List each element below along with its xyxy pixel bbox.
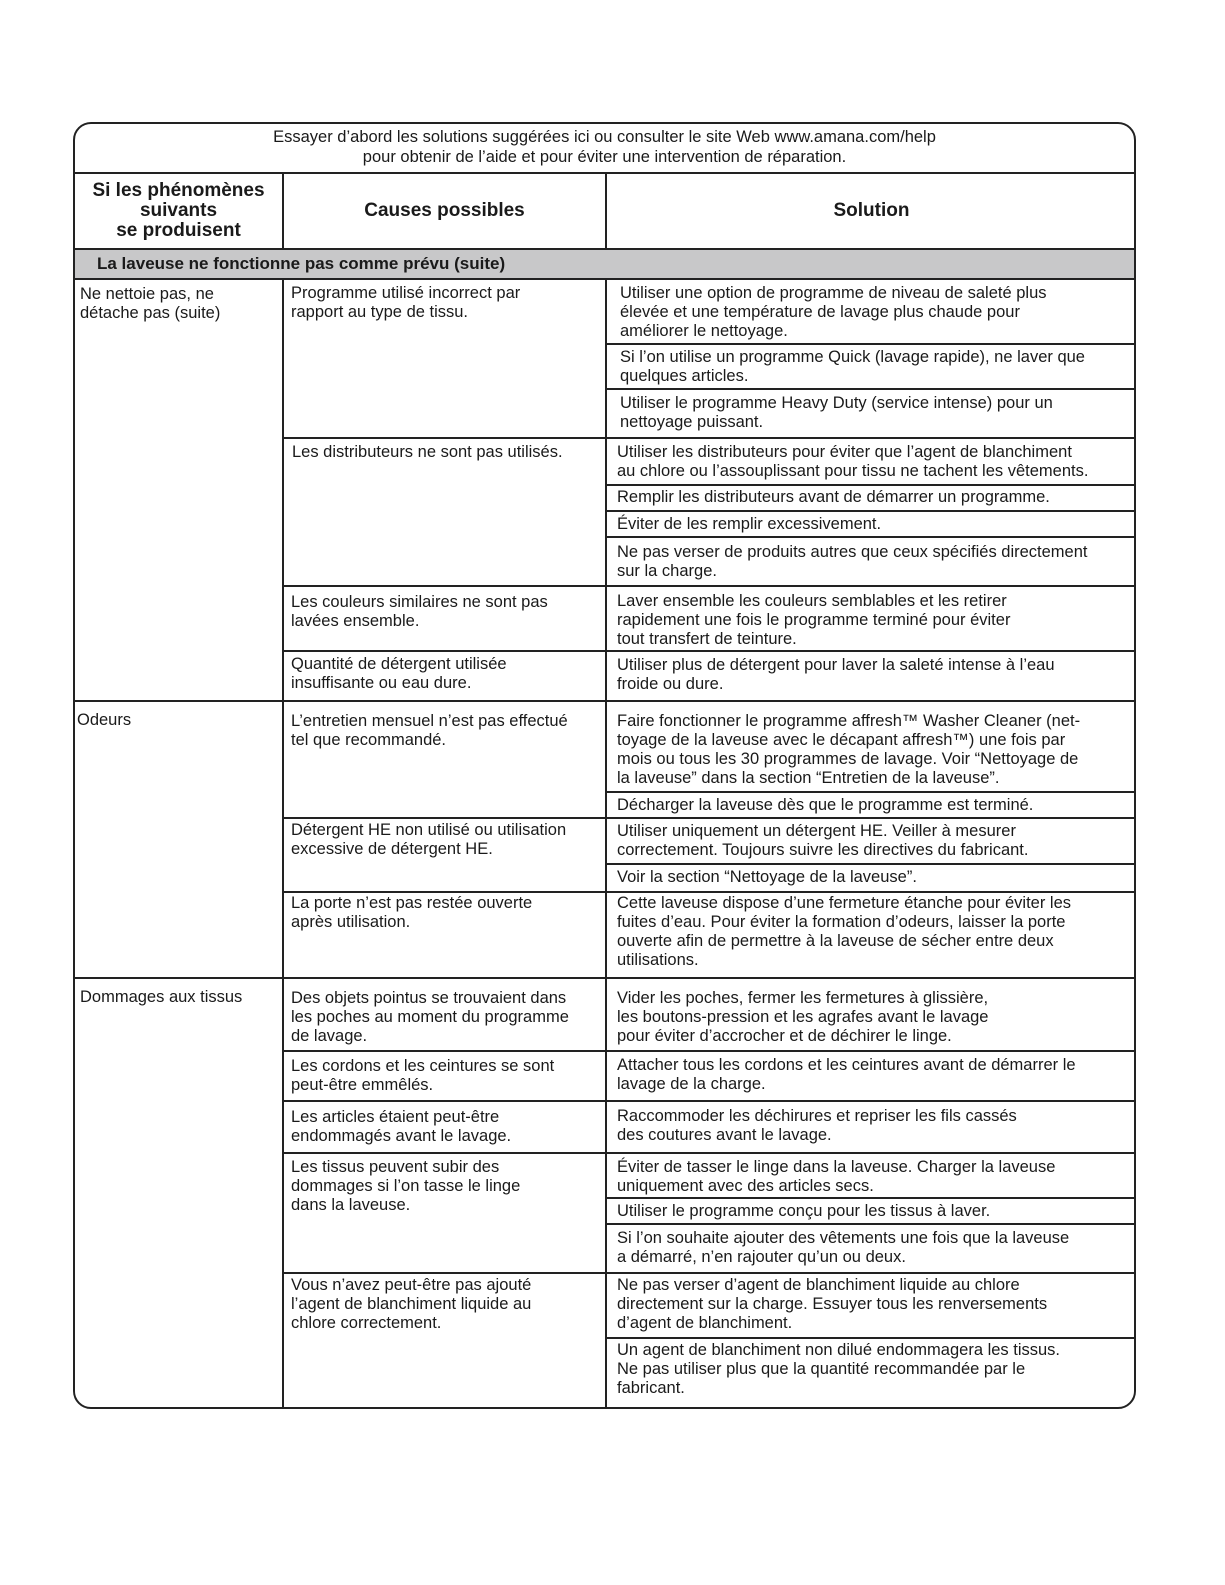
header-causes: Causes possibles [284,174,607,248]
solution-cell [617,443,1088,481]
solution-line: nettoyage puissant. [620,413,764,431]
cause-line: Les cordons et les ceintures se sont [291,1057,555,1075]
solution-divider [605,1197,1136,1199]
cause-line: lavées ensemble. [291,612,420,630]
solution-cell [617,712,1080,788]
cause-line: Des objets pointus se trouvaient dans [291,989,567,1007]
solution-line: Utiliser plus de détergent pour laver la saleté intense à l’eau [617,656,1055,674]
solution-cell [617,656,1055,694]
intro-note [75,124,1134,174]
solution-line: sur la charge. [617,562,717,580]
solution-line: correctement. Toujours suivre les directives du fabricant. [617,841,1029,859]
cause-cell [291,1276,531,1333]
cause-line: l’agent de blanchiment liquide au [291,1295,532,1313]
solution-line: Ne pas verser de produits autres que ceux spécifiés directement [617,543,1088,561]
problem-line: Dommages aux tissus [80,988,243,1006]
cause-cell [292,443,563,462]
solution-line: améliorer le nettoyage. [620,322,788,340]
solution-divider [605,388,1136,390]
solution-line: mois ou tous les 30 programmes de lavage. Voir “Nettoyage de [617,750,1079,768]
solution-line: élevée et une température de lavage plus chaude pour [620,303,1020,321]
solution-line: directement sur la charge. Essuyer tous les renversements [617,1295,1048,1313]
cause-line: Vous n’avez peut-être pas ajouté [291,1276,532,1294]
cause-line: La porte n’est pas restée ouverte [291,894,533,912]
solution-line: Vider les poches, fermer les fermetures à glissière, [617,989,989,1007]
header-problem-line: Si les phénomènes [92,180,265,201]
cause-line: L’entretien mensuel n’est pas effectué [291,712,568,730]
solution-divider [605,343,1136,345]
solution-line: des coutures avant le lavage. [617,1126,832,1144]
solution-line: Ne pas utiliser plus que la quantité recommandée par le [617,1360,1026,1378]
solution-cell [617,1229,1069,1267]
cause-line: endommagés avant le lavage. [291,1127,512,1145]
solution-cell [617,1341,1060,1398]
cause-cell [291,655,507,693]
group-divider [75,977,1134,979]
cause-line: peut-être emmêlés. [291,1076,434,1094]
cause-divider [282,1100,1136,1102]
troubleshooting-table [73,122,1136,1409]
cause-line: les poches au moment du programme [291,1008,569,1026]
problem-cell [80,285,220,323]
cause-line: Les distributeurs ne sont pas utilisés. [292,443,563,461]
solution-cell [620,284,1047,341]
cause-cell [291,284,520,322]
cause-line: rapport au type de tissu. [291,303,469,321]
cause-line: Les articles étaient peut-être [291,1108,500,1126]
solution-line: Utiliser le programme conçu pour les tissus à laver. [617,1202,991,1220]
solution-line: Un agent de blanchiment non dilué endommagera les tissus. [617,1341,1061,1359]
solution-line: Remplir les distributeurs avant de démarrer un programme. [617,488,1050,506]
cause-line: Détergent HE non utilisé ou utilisation [291,821,567,839]
solution-cell [617,515,881,534]
solution-line: pour éviter d’accrocher et de déchirer le linge. [617,1027,952,1045]
cause-line: chlore correctement. [291,1314,442,1332]
problem-line: Odeurs [77,711,132,729]
cause-divider [282,817,1136,819]
cause-line: dommages si l’on tasse le linge [291,1177,521,1195]
solution-divider [605,536,1136,538]
cause-divider [282,1050,1136,1052]
solution-cell [620,394,1053,432]
cause-line: insuffisante ou eau dure. [291,674,472,692]
solution-line: Laver ensemble les couleurs semblables et les retirer [617,592,1007,610]
solution-line: Décharger la laveuse dès que le programme est terminé. [617,796,1034,814]
solution-line: les boutons-pression et les agrafes avant le lavage [617,1008,989,1026]
solution-line: lavage de la charge. [617,1075,766,1093]
solution-line: fabricant. [617,1379,685,1397]
solution-line: quelques articles. [620,367,749,385]
solution-line: Attacher tous les cordons et les ceintures avant de démarrer le [617,1056,1076,1074]
solution-divider [605,863,1136,865]
problem-cell [80,988,242,1007]
cause-cell [291,1108,511,1146]
solution-divider [605,1337,1136,1339]
section-title: La laveuse ne fonctionne pas comme prévu (suite) [75,248,1134,280]
column-divider [282,280,284,1409]
cause-cell [291,712,568,750]
cause-cell [291,593,548,631]
solution-line: rapidement une fois le programme terminé pour éviter [617,611,1011,629]
cause-line: de lavage. [291,1027,368,1045]
intro-line-1: Essayer d’abord les solutions suggérées ici ou consulter le site Web www.amana.com/help [273,128,936,146]
solution-cell [617,543,1088,581]
solution-line: Ne pas verser d’agent de blanchiment liquide au chlore [617,1276,1020,1294]
solution-line: Si l’on souhaite ajouter des vêtements une fois que la laveuse [617,1229,1070,1247]
group-divider [75,700,1134,702]
solution-line: Si l’on utilise un programme Quick (lavage rapide), ne laver que [620,348,1085,366]
cause-line: tel que recommandé. [291,731,447,749]
solution-line: a démarré, n’en rajouter qu’un ou deux. [617,1248,906,1266]
solution-cell [620,348,1085,386]
solution-divider [605,510,1136,512]
solution-line: au chlore ou l’assouplissant pour tissu ne tachent les vêtements. [617,462,1089,480]
solution-line: Éviter de tasser le linge dans la laveuse. Charger la laveuse [617,1158,1056,1176]
solution-cell [617,1056,1076,1094]
cause-line: Programme utilisé incorrect par [291,284,521,302]
cause-cell [291,1158,520,1215]
cause-divider [282,1272,1136,1274]
cause-cell [291,894,532,932]
solution-cell [617,488,1050,507]
cause-divider [282,650,1136,652]
header-problem-line: suivants [139,200,218,221]
solution-line: Voir la section “Nettoyage de la laveuse”. [617,868,917,886]
cause-line: Les couleurs similaires ne sont pas [291,593,548,611]
solution-cell [617,1158,1055,1196]
cause-cell [291,1057,554,1095]
solution-line: froide ou dure. [617,675,724,693]
solution-line: Faire fonctionner le programme affresh™ Washer Cleaner (net- [617,712,1081,730]
solution-line: Utiliser le programme Heavy Duty (service intense) pour un [620,394,1053,412]
solution-cell [617,868,917,887]
solution-line: Cette laveuse dispose d’une fermeture étanche pour éviter les [617,894,1072,912]
solution-divider [605,1223,1136,1225]
solution-line: d’agent de blanchiment. [617,1314,793,1332]
solution-line: uniquement avec des articles secs. [617,1177,874,1195]
solution-line: utilisations. [617,951,699,969]
intro-line-2: pour obtenir de l’aide et pour éviter une intervention de réparation. [362,148,847,166]
cause-divider [282,1152,1136,1154]
header-problem-line: se produisent [116,220,241,241]
cause-line: après utilisation. [291,913,411,931]
solution-line: Utiliser les distributeurs pour éviter que l’agent de blanchiment [617,443,1072,461]
solution-cell [617,1202,990,1221]
cause-divider [282,585,1136,587]
cause-divider [282,437,1136,439]
header-solution: Solution [833,200,910,221]
cause-line: Quantité de détergent utilisée [291,655,507,673]
solution-line: tout transfert de teinture. [617,630,797,648]
solution-cell [617,989,988,1046]
solution-divider [605,484,1136,486]
solution-line: toyage de la laveuse avec le décapant affresh™) une fois par [617,731,1066,749]
solution-cell [617,894,1071,970]
solution-cell [617,1107,1017,1145]
problem-line: détache pas (suite) [80,304,221,322]
cause-line: Les tissus peuvent subir des [291,1158,500,1176]
column-divider [605,280,607,1409]
solution-line: Raccommoder les déchirures et repriser les fils cassés [617,1107,1017,1125]
solution-cell [617,592,1010,649]
solution-line: ouverte afin de permettre à la laveuse de sécher entre deux [617,932,1054,950]
cause-cell [291,989,569,1046]
solution-line: la laveuse” dans la section “Entretien de la laveuse”. [617,769,1000,787]
cause-cell [291,821,566,859]
solution-divider [605,791,1136,793]
solution-line: Éviter de les remplir excessivement. [617,515,882,533]
solution-cell [617,1276,1047,1333]
problem-line: Ne nettoie pas, ne [80,285,214,303]
solution-line: Utiliser une option de programme de niveau de saleté plus [620,284,1047,302]
solution-cell [617,796,1033,815]
solution-cell [617,822,1028,860]
cause-line: excessive de détergent HE. [291,840,493,858]
cause-divider [282,891,1136,893]
cause-line: dans la laveuse. [291,1196,411,1214]
solution-line: Utiliser uniquement un détergent HE. Veiller à mesurer [617,822,1016,840]
solution-line: fuites d’eau. Pour éviter la formation d’odeurs, laisser la porte [617,913,1066,931]
problem-cell [77,711,131,730]
header-problem [75,174,284,248]
